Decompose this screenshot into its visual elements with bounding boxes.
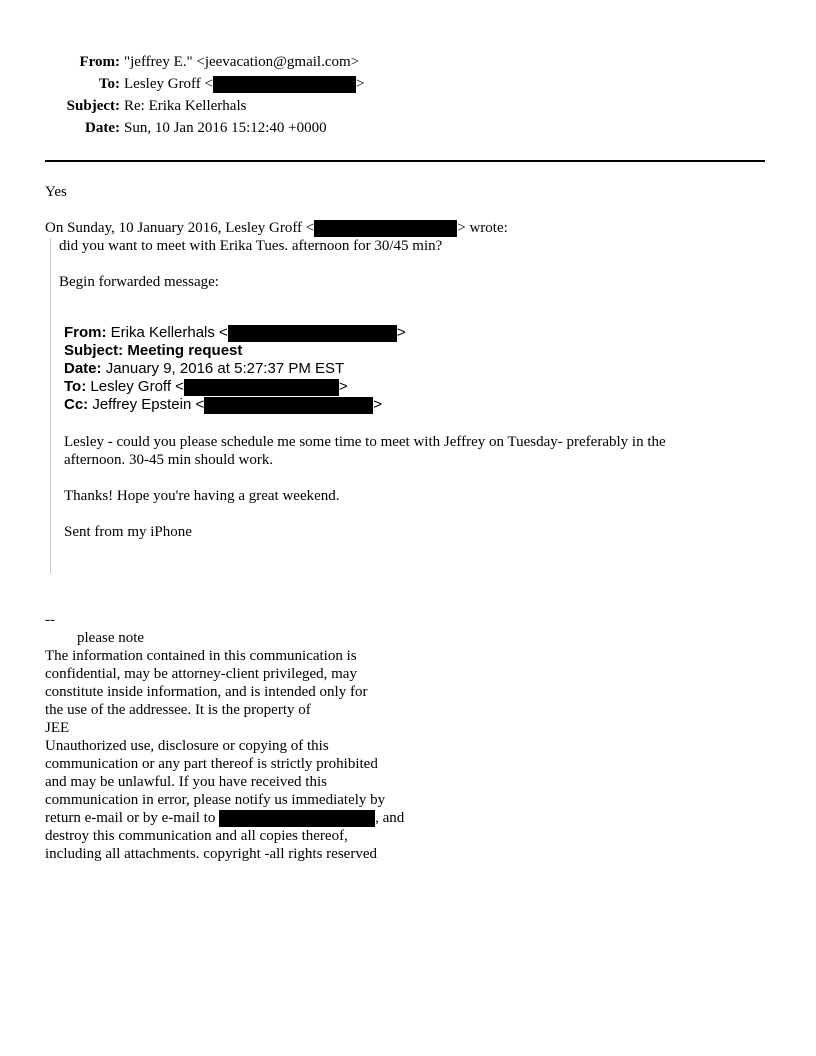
disclaimer-line: destroy this communication and all copies thereof, bbox=[45, 828, 348, 844]
date-value: Sun, 10 Jan 2016 15:12:40 +0000 bbox=[124, 120, 327, 136]
signature-separator: -- bbox=[45, 612, 55, 628]
disclaimer-line: communication or any part thereof is strictly prohibited bbox=[45, 756, 378, 772]
header-subject-row bbox=[0, 96, 600, 116]
quoted-question: did you want to meet with Erika Tues. afternoon for 30/45 min? bbox=[59, 238, 443, 254]
disclaimer-line: and may be unlawful. If you have received this bbox=[45, 774, 327, 790]
header-date-row bbox=[0, 118, 600, 138]
disclaimer-line: The information contained in this communication is bbox=[45, 648, 357, 664]
disclaimer-line: confidential, may be attorney-client privileged, may bbox=[45, 666, 357, 682]
disclaimer bbox=[45, 647, 404, 863]
to-value: Lesley Groff < > bbox=[124, 76, 365, 92]
from-value[interactable]: "jeffrey E." <jeevacation@gmail.com> bbox=[124, 54, 360, 70]
subject-label: Subject: bbox=[66, 98, 120, 114]
disclaimer-line: JEE bbox=[45, 720, 70, 736]
to-label: To: bbox=[98, 76, 120, 92]
header-divider bbox=[45, 160, 765, 162]
redaction-box bbox=[213, 76, 356, 93]
redaction-box bbox=[219, 810, 375, 827]
from-label: From: bbox=[79, 54, 120, 70]
disclaimer-email-line: return e-mail or by e-mail to , and bbox=[45, 810, 405, 826]
disclaimer-line: Unauthorized use, disclosure or copying of this bbox=[45, 738, 329, 754]
forward-intro: Begin forwarded message: bbox=[59, 274, 219, 290]
disclaimer-line: the use of the addressee. It is the property of bbox=[45, 702, 311, 718]
header-from-row bbox=[0, 52, 600, 72]
quote-intro: On Sunday, 10 January 2016, Lesley Groff < > wrote: bbox=[45, 220, 508, 236]
date-label: Date: bbox=[85, 120, 120, 136]
fwd-from-row: From: Erika Kellerhals < > bbox=[64, 324, 406, 341]
reply-body: Yes bbox=[45, 184, 67, 200]
quote-bar bbox=[50, 238, 51, 574]
fwd-body-line1: Lesley - could you please schedule me some time to meet with Jeffrey on Tuesday- preferably in the bbox=[64, 434, 666, 450]
fwd-date-row: Date: January 9, 2016 at 5:27:37 PM EST bbox=[64, 360, 345, 377]
fwd-to-row: To: Lesley Groff < > bbox=[64, 378, 348, 395]
fwd-body-line2: afternoon. 30-45 min should work. bbox=[64, 452, 274, 468]
redaction-box bbox=[228, 325, 397, 342]
subject-value: Re: Erika Kellerhals bbox=[124, 98, 247, 114]
fwd-thanks: Thanks! Hope you're having a great weekend. bbox=[64, 488, 340, 504]
fwd-subject-row: Subject: Meeting request bbox=[64, 342, 243, 359]
redaction-box bbox=[184, 379, 339, 396]
redaction-box bbox=[204, 397, 373, 414]
disclaimer-line: including all attachments. copyright -all rights reserved bbox=[45, 846, 377, 862]
redaction-box bbox=[314, 220, 457, 237]
header-to-row bbox=[0, 74, 600, 94]
disclaimer-line: constitute inside information, and is intended only for bbox=[45, 684, 368, 700]
fwd-cc-row: Cc: Jeffrey Epstein < > bbox=[64, 396, 382, 413]
please-note: please note bbox=[77, 630, 145, 646]
fwd-signature: Sent from my iPhone bbox=[64, 524, 192, 540]
disclaimer-line: communication in error, please notify us immediately by bbox=[45, 792, 386, 808]
